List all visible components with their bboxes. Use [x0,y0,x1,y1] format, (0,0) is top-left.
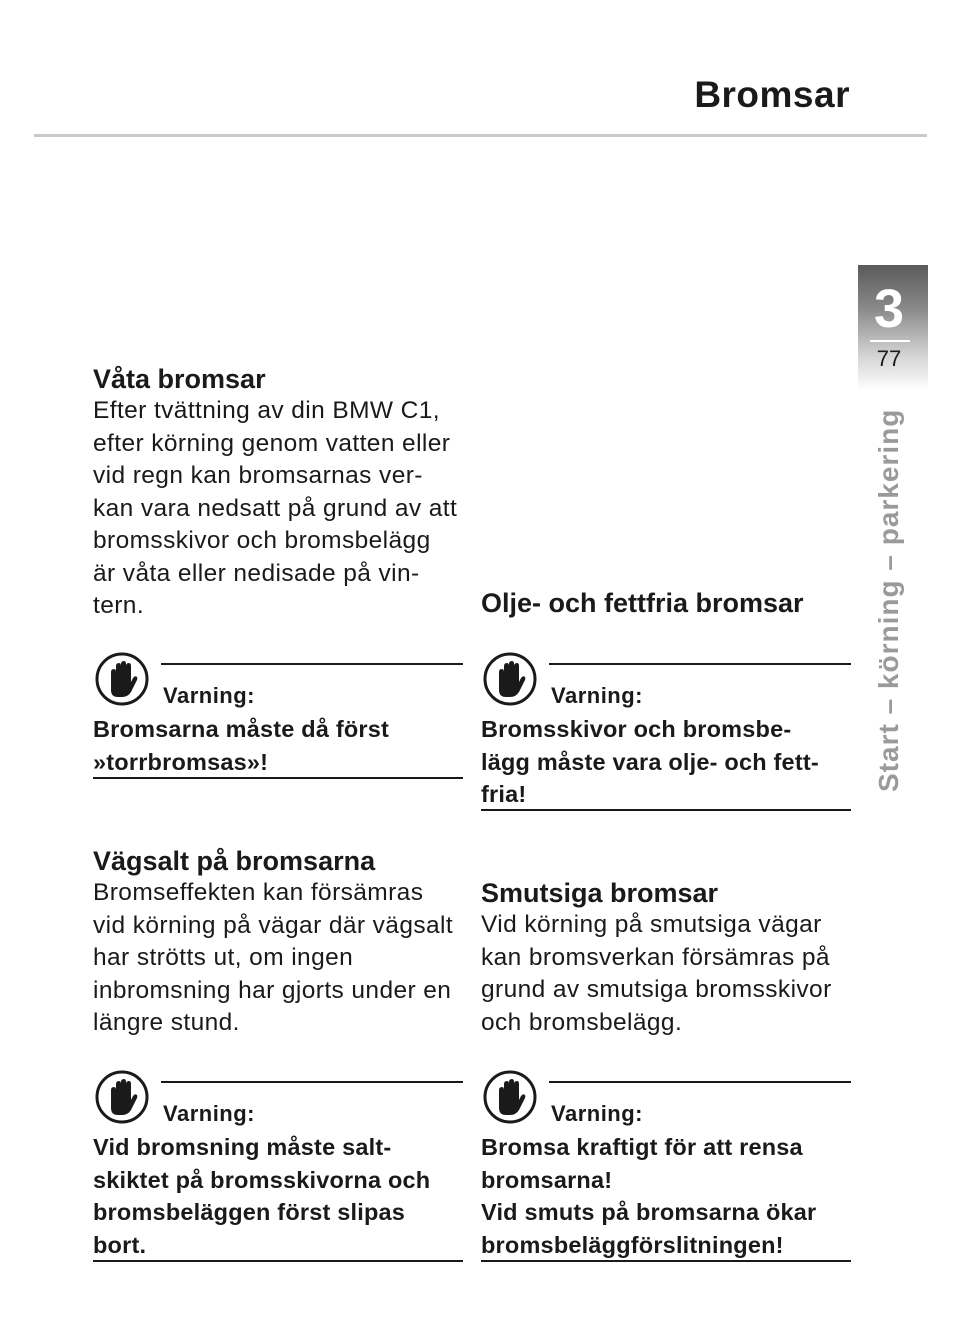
warning-rule-top [549,663,851,665]
warning-rule-top [161,1081,463,1083]
body-line: Bromseffekten kan försämras [93,879,424,906]
body-line: längre stund. [93,1009,240,1036]
warning-rule-bottom [481,809,851,811]
hand-stop-icon [95,652,149,706]
section-heading: Olje- och fettfria bromsar [481,588,804,618]
body-line: är våta eller nedisade på vin- [93,559,420,587]
section-heading: Vägsalt på bromsarna [93,846,376,876]
section-road-salt [93,845,465,1040]
warning-rule-bottom [93,777,463,779]
chapter-separator [870,340,910,342]
body-line: vid regn kan bromsarnas ver- [93,462,423,489]
warning-text: Bromsa kraftigt för att rensa bromsarna! Vid smuts på bromsarna ökar bromsbeläggförslitningen! [481,1134,817,1258]
body-line: tern. [93,592,145,619]
hand-stop-icon [483,652,537,706]
body-line: grund av smutsiga bromsskivor [481,976,832,1003]
warning-text: Bromsarna måste då först »torrbromsas»! [93,716,390,775]
chapter-side-label: Start – körning – parkering [873,408,904,792]
section-body [481,909,853,1039]
body-line: kan vara nedsatt på grund av att [93,494,458,522]
warning-rule-bottom [93,1260,463,1262]
warning-label: Varning: [551,683,644,708]
warning-rule-top [161,663,463,665]
warning-text: Bromsskivor och bromsbe- lägg måste vara olje- och fett- fria! [481,716,819,807]
section-oil-free [481,587,853,619]
section-wet-brakes [93,363,465,623]
hand-stop-icon [483,1070,537,1124]
body-line: har strötts ut, om ingen [93,944,354,971]
body-line: Vid körning på smutsiga vägar [481,911,822,938]
section-heading: Våta bromsar [93,364,266,394]
body-line: kan bromsverkan försämras på [481,943,830,971]
body-line: bromsskivor och bromsbelägg [93,527,431,554]
title-divider [34,134,927,137]
body-line: och bromsbelägg. [481,1008,683,1036]
hand-stop-icon [95,1070,149,1124]
warning-label: Varning: [551,1101,644,1126]
section-dirty-brakes [481,877,853,1039]
warning-rule-top [549,1081,851,1083]
warning-rule-bottom [481,1260,851,1262]
warning-text: Vid bromsning måste salt- skiktet på bromsskivorna och bromsbeläggen först slipas bort. [93,1134,431,1258]
body-line: efter körning genom vatten eller [93,429,451,457]
body-line: Efter tvättning av din BMW C1, [93,397,440,424]
section-body [93,877,465,1040]
page-number: 77 [876,346,902,371]
body-line: inbromsning har gjorts under en [93,976,452,1004]
warning-label: Varning: [163,683,256,708]
body-line: vid körning på vägar där vägsalt [93,911,454,939]
section-heading: Smutsiga bromsar [481,878,719,908]
section-body [93,395,465,623]
page-title: Bromsar [694,74,850,115]
chapter-number: 3 [873,279,905,339]
warning-label: Varning: [163,1101,256,1126]
